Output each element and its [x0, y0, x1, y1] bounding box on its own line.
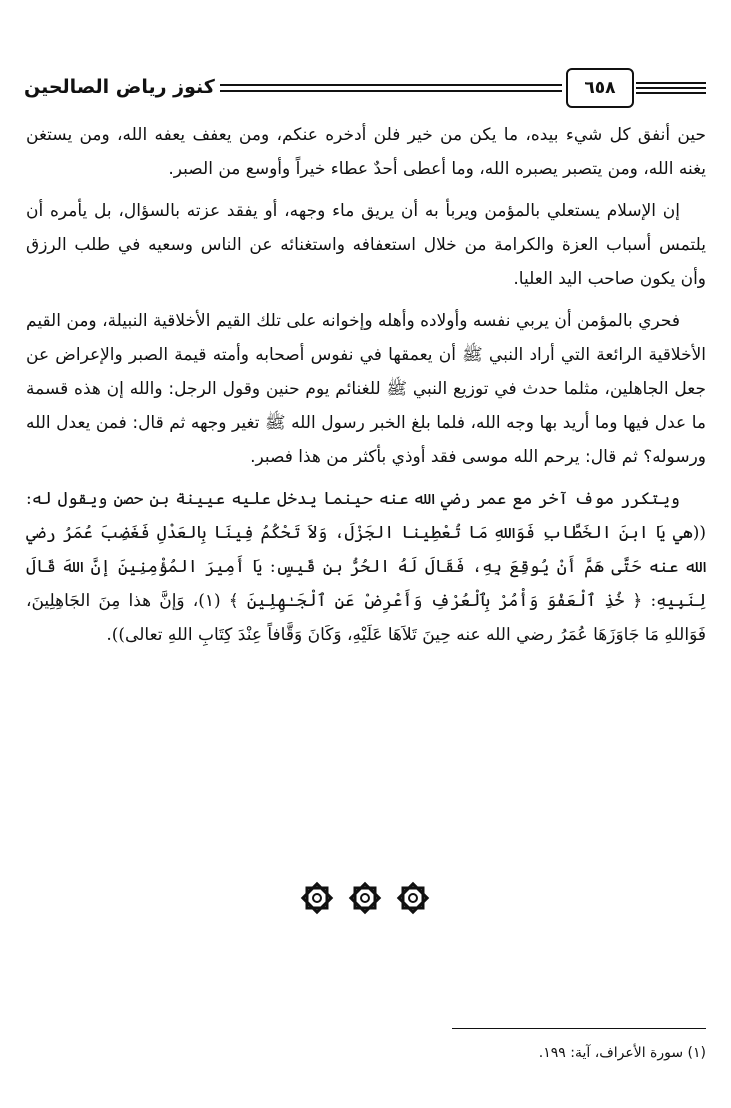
paragraph: ويتكرر موف آخر مع عمر رضي الله عنه حينما يدخل عليه عيينة بن حصن ويقول له: ((هي يَا ابنَ الخَطَّابِ فَوَاللهِ مَا تُعْطِينا الجَزْلَ، وَلاَ تَحْكُمُ فِينَا بِالعَدْلِ فَغَضِبَ عُمَرُ رضي الله عنه حَتَّى هَمَّ أَنْ يُوقِعَ بِهِ، فَقَالَ لَهُ الحُرُّ بن قَيسٍ: يَا أَمِيرَ المُؤْمِنِينَ إنَّ اللهَ قَالَ لِنَبِيهِ: ﴿ خُذِ ٱلْعَفْوَ وَأْمُرْ بِٱلْعُرْفِ وَأَعْرِضْ عَنِ ٱلْجَـٰهِلِينَ ﴾ (١)، وَإنَّ هذا مِنَ الجَاهِلِينَ، فَوَاللهِ مَا جَاوَزَهَا عُمَرُ رضي الله عنه حِينَ تَلاَهَا عَلَيْهِ، وَكَانَ وَقَّافاً عِنْدَ كِتَابِ اللهِ تعالى)). [26, 489, 706, 645]
star-ornament-icon [300, 881, 334, 915]
header-rule [636, 82, 706, 84]
header-rule [220, 90, 562, 92]
footnote: (١) سورة الأعراف، آية: ١٩٩. [538, 1045, 706, 1061]
body-text [26, 118, 706, 660]
header-rule [220, 84, 562, 86]
header-rule [636, 87, 706, 89]
paragraph: إن الإسلام يستعلي بالمؤمن ويربأ به أن يريق ماء وجهه، أو يفقد عزته بالسؤال، بل يأمره أن يلتمس أسباب العزة والكرامة من خلال استعفافه واستغنائه عن الناس وسعيه في طلب الرزق وأن يكون صاحب اليد العليا. [26, 201, 706, 289]
footnote-divider [452, 1028, 706, 1029]
page-header [0, 68, 731, 108]
header-rule [636, 92, 706, 94]
paragraph: حين أنفق كل شيء بيده، ما يكن من خير فلن أدخره عنكم، ومن يعفف يعفه الله، ومن يستغن يغنه الله، ومن يتصبر يصبره الله، وما أعطى أحدٌ عطاء خيراً وأوسع من الصبر. [26, 125, 706, 179]
star-ornament-icon [396, 881, 430, 915]
section-ornaments [300, 878, 430, 918]
paragraph: فحري بالمؤمن أن يربي نفسه وأولاده وأهله وإخوانه على تلك القيم الأخلاقية النبيلة، ومن القيم الأخلاقية الرائعة التي أراد النبي ﷺ أن يعمقها في نفوس أصحابه وأمته قيمة الصبر والإعراض عن جعل الجاهلين، مثلما حدث في توزيع النبي ﷺ للغنائم يوم حنين وقول الرجل: والله إن هذه قسمة ما عدل فيها وما أريد بها وجه الله، فلما بلغ الخبر رسول الله ﷺ تغير وجهه ثم قال: فمن يعدل الله ورسوله؟ ثم قال: يرحم الله موسى فقد أوذي بأكثر من هذا فصبر. [26, 311, 706, 467]
book-title: كنوز رياض الصالحين [24, 76, 215, 98]
page-number: ٦٥٨ [566, 68, 634, 108]
star-ornament-icon [348, 881, 382, 915]
